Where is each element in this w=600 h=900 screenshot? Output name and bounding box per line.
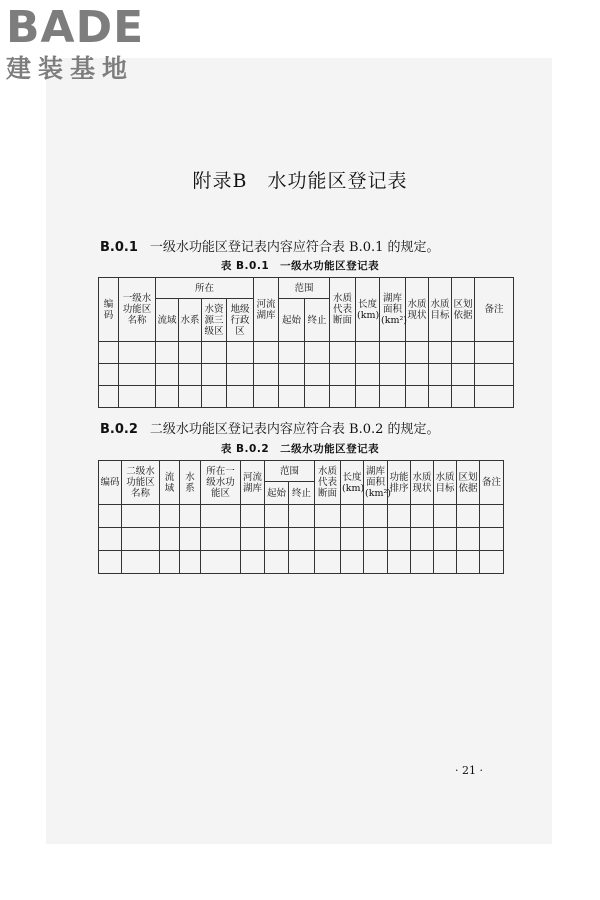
header-admin-region: 地级行政区 xyxy=(227,299,254,342)
clause-b01 xyxy=(100,236,440,255)
header-area: 湖库面积(km²) xyxy=(364,461,388,505)
header-water-system: 水系 xyxy=(179,299,202,342)
header-length: 长度(km) xyxy=(341,461,364,505)
header-basis: 区划依据 xyxy=(452,278,475,342)
table-caption-b01: 表 B.0.1 一级水功能区登记表 xyxy=(220,260,380,272)
header-resource-zone: 水资源三级区 xyxy=(202,299,227,342)
page-number: · 21 · xyxy=(455,764,483,777)
header-area: 湖库面积(km²) xyxy=(380,278,406,342)
header-end: 终止 xyxy=(289,482,315,505)
page-title: 附录B 水功能区登记表 xyxy=(192,170,408,192)
header-remark: 备注 xyxy=(480,461,504,505)
header-wq-target: 水质目标 xyxy=(429,278,452,342)
table-row xyxy=(99,386,514,408)
clause-b02 xyxy=(100,418,440,437)
table-caption-b02: 表 B.0.2 二级水功能区登记表 xyxy=(220,443,380,455)
header-end: 终止 xyxy=(305,299,330,342)
table-b01 xyxy=(98,277,514,408)
logo-subtitle: 建装基地 xyxy=(6,54,135,83)
table-row xyxy=(99,342,514,364)
header-basin: 流域 xyxy=(156,299,179,342)
header-start: 起始 xyxy=(265,482,289,505)
logo-brand: BADE xyxy=(6,2,145,53)
header-rep-section: 水质代表断面 xyxy=(315,461,341,505)
header-basin: 流域 xyxy=(160,461,180,505)
table-row xyxy=(99,528,504,551)
table-row xyxy=(99,551,504,574)
header-wq-current: 水质现状 xyxy=(406,278,429,342)
header-func-order: 功能排序 xyxy=(388,461,411,505)
header-length: 长度(km) xyxy=(356,278,380,342)
header-code: 编码 xyxy=(99,461,122,505)
clause-number: B.0.2 xyxy=(100,422,138,437)
header-rep-section: 水质代表断面 xyxy=(330,278,356,342)
header-wq-target: 水质目标 xyxy=(434,461,457,505)
header-water-system: 水系 xyxy=(180,461,201,505)
clause-number: B.0.1 xyxy=(100,240,138,255)
header-river-lake: 河流湖库 xyxy=(241,461,265,505)
header-wq-current: 水质现状 xyxy=(411,461,434,505)
header-parent-zone: 所在一级水功能区 xyxy=(201,461,241,505)
header-river-lake: 河流湖库 xyxy=(254,278,279,342)
header-location: 所在 xyxy=(156,278,254,299)
header-basis: 区划依据 xyxy=(457,461,480,505)
header-range: 范围 xyxy=(279,278,330,299)
header-code: 编码 xyxy=(99,278,119,342)
header-range: 范围 xyxy=(265,461,315,482)
header-start: 起始 xyxy=(279,299,305,342)
header-zone-name: 一级水功能区名称 xyxy=(119,278,156,342)
clause-text: 二级水功能区登记表内容应符合表 B.0.2 的规定。 xyxy=(149,422,440,437)
header-zone-name: 二级水功能区名称 xyxy=(122,461,160,505)
table-row xyxy=(99,505,504,528)
header-remark: 备注 xyxy=(475,278,514,342)
table-row xyxy=(99,364,514,386)
watermark-logo xyxy=(6,4,144,84)
clause-text: 一级水功能区登记表内容应符合表 B.0.1 的规定。 xyxy=(149,240,440,255)
table-b02 xyxy=(98,460,504,574)
